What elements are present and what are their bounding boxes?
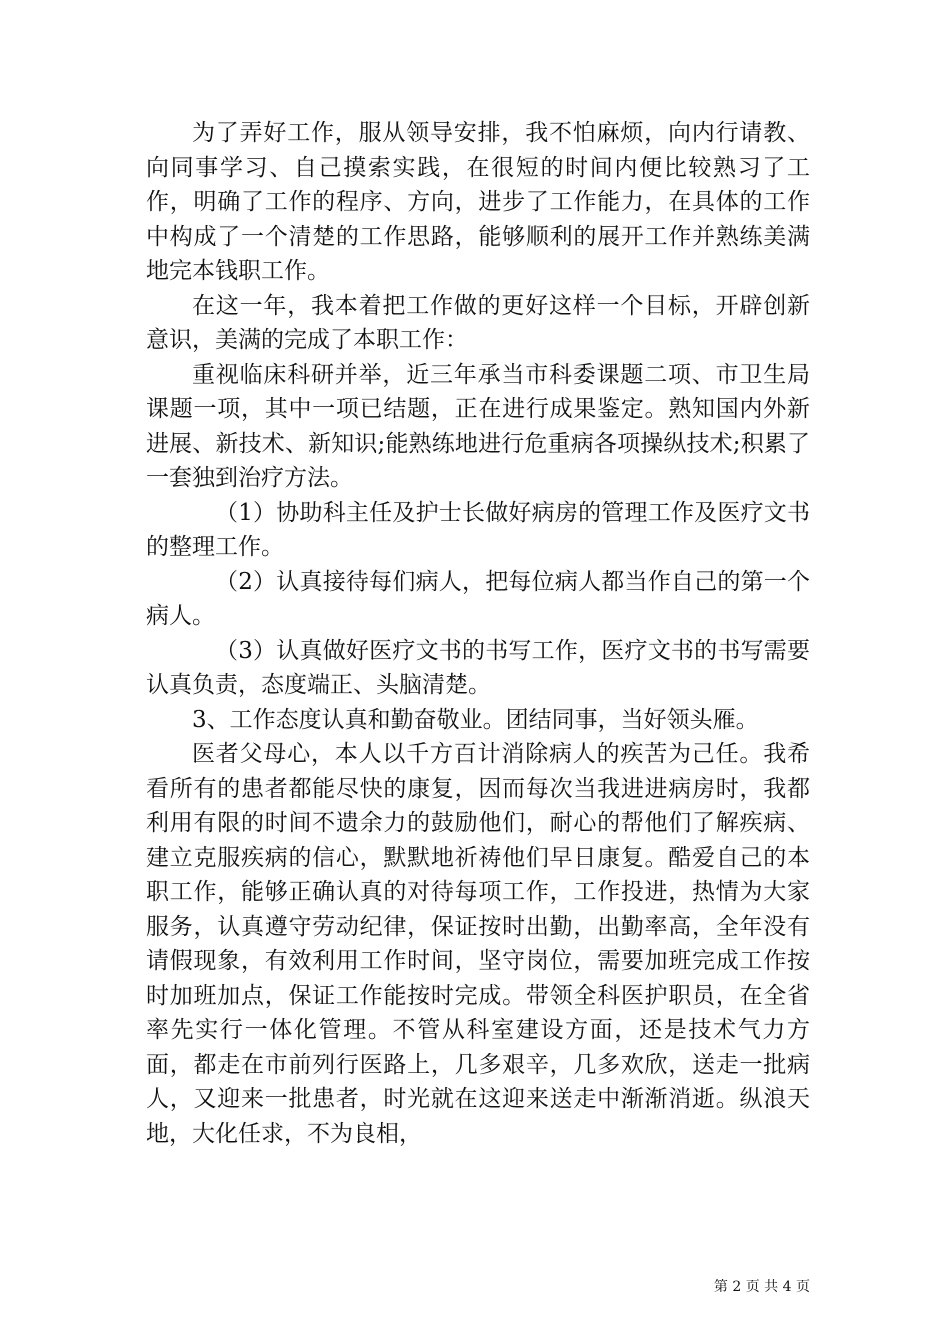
paragraph-4: （1）协助科主任及护士长做好病房的管理工作及医疗文书的整理工作。 [146,499,810,560]
paragraph-8: 医者父母心，本人以千方百计消除病人的疾苦为己任。我希看所有的患者都能尽快的康复，因而每次当我进进病房时，我都利用有限的时间不遗余力的鼓励他们，耐心的帮他们了解疾病、建立克服疾病的信心，默默地祈祷他们早日康复。酷爱自己的本职工作，能够正确认真的对待每项工作，工作投进，热情为大家服务，认真遵守劳动纪律，保证按时出勤，出勤率高，全年没有请假现象，有效利用工作时间，坚守岗位，需要加班完成工作按时加班加点，保证工作能按时完成。带领全科医护职员，在全省率先实行一体化管理。不管从科室建设方面，还是技术气力方面，都走在市前列行医路上，几多艰辛，几多欢欣，送走一批病人，又迎来一批患者，时光就在这迎来送走中渐渐消逝。纵浪天地，大化任求，不为良相， [146,741,810,1147]
paragraph-3: 重视临床科研并举，近三年承当市科委课题二项、市卫生局课题一项，其中一项已结题，正在进行成果鉴定。熟知国内外新进展、新技术、新知识;能熟练地进行危重病各项操纵技术;积累了一套独到治疗方法。 [146,361,810,491]
page-footer: 第 2 页 共 4 页 [713,1279,810,1295]
paragraph-1: 为了弄好工作，服从领导安排，我不怕麻烦，向内行请教、向同事学习、自己摸索实践，在很短的时间内便比较熟习了工作，明确了工作的程序、方向，进步了工作能力，在具体的工作中构成了一个清楚的工作思路，能够顺利的展开工作并熟练美满地完本钱职工作。 [146,120,810,284]
paragraph-2: 在这一年，我本着把工作做的更好这样一个目标，开辟创新意识，美满的完成了本职工作： [146,292,810,353]
document-body [146,116,810,1151]
paragraph-6: （3）认真做好医疗文书的书写工作，医疗文书的书写需要认真负责，态度端正、头脑清楚。 [146,637,810,698]
paragraph-7: 3、工作态度认真和勤奋敬业。团结同事，当好领头雁。 [192,706,759,733]
paragraph-5: （2）认真接待每们病人，把每位病人都当作自己的第一个病人。 [146,568,810,629]
